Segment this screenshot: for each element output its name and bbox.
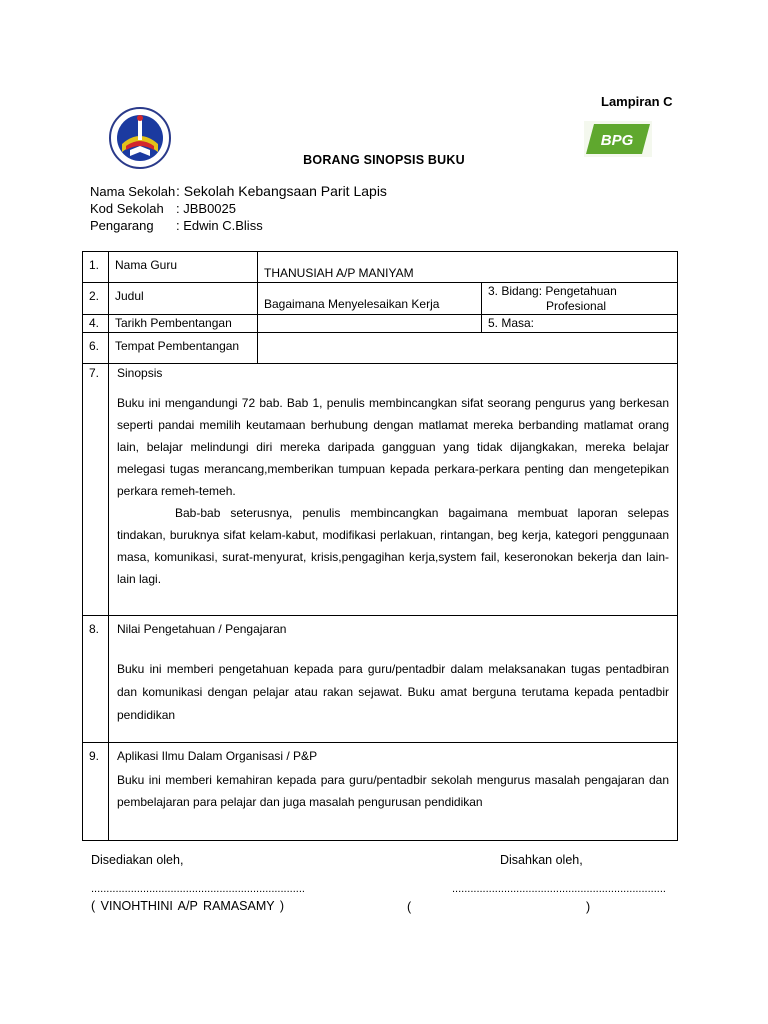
- bpg-logo: [584, 121, 652, 157]
- aplikasi-label: Aplikasi Ilmu Dalam Organisasi / P&P: [117, 749, 318, 763]
- nama-guru-label: Nama Guru: [109, 252, 258, 283]
- tempat-value: [258, 333, 678, 364]
- nilai-cell: [109, 616, 678, 743]
- nama-sekolah-value: : Sekolah Kebangsaan Parit Lapis: [176, 183, 387, 199]
- pengarang-label: Pengarang: [90, 218, 154, 233]
- row-number: 6.: [83, 333, 109, 364]
- info-nama-sekolah: [90, 183, 387, 199]
- table-row: [83, 616, 678, 743]
- tempat-label: Tempat Pembentangan: [109, 333, 258, 364]
- sinopsis-label: Sinopsis: [117, 366, 163, 380]
- lampiran-label: Lampiran C: [601, 94, 673, 109]
- row-number: 4.: [83, 315, 109, 333]
- table-row: [83, 315, 678, 333]
- aplikasi-cell: [109, 743, 678, 841]
- aplikasi-paragraph: Buku ini memberi kemahiran kepada para guru/pentadbir sekolah mengurus masalah pengajaran dan pembelajaran para pelajar dan juga masalah pengurusan pendidikan: [117, 773, 669, 809]
- table-row: [83, 333, 678, 364]
- table-row: [83, 283, 678, 315]
- row-number: 8.: [83, 616, 109, 743]
- masa-label: 5. Masa:: [482, 315, 678, 333]
- sinopsis-cell: [109, 364, 678, 616]
- kod-sekolah-value: : JBB0025: [176, 201, 236, 216]
- nama-guru-value: THANUSIAH A/P MANIYAM: [258, 252, 678, 283]
- table-row: [83, 252, 678, 283]
- paren-open: (: [407, 900, 412, 914]
- row-number: 2.: [83, 283, 109, 315]
- nama-sekolah-label: Nama Sekolah: [90, 184, 176, 199]
- kod-sekolah-label: Kod Sekolah: [90, 201, 164, 216]
- disahkan-label: Disahkan oleh,: [500, 853, 583, 867]
- sinopsis-table: [82, 251, 678, 841]
- disediakan-label: Disediakan oleh,: [91, 853, 184, 867]
- signature-line-left: ......................................................................: [91, 883, 305, 895]
- bpg-logo-text: BPG: [600, 132, 634, 149]
- info-kod-sekolah: [90, 201, 236, 216]
- judul-label: Judul: [109, 283, 258, 315]
- signature-line-right: ......................................................................: [452, 883, 666, 895]
- info-pengarang: [90, 218, 263, 233]
- table-row: [83, 743, 678, 841]
- row-number: 7.: [83, 364, 109, 616]
- bidang-value: Profesional: [546, 299, 607, 313]
- sinopsis-paragraph-1: Buku ini mengandungi 72 bab. Bab 1, penulis membincangkan sifat seorang pengurus yang berkesan seperti pandai memilih keutamaan berhubung dengan matlamat mereka berbanding matlamat orang lain, belajar melindungi diri mereka daripada gangguan yang tidak dijangkakan, mereka belajar melegasi tugas merancang,memberikan tumpuan kepada perkara-perkara penting dan mengetepikan perkara remeh-temeh.: [117, 396, 669, 498]
- judul-value: Bagaimana Menyelesaikan Kerja: [258, 283, 482, 315]
- sinopsis-paragraph-2: Bab-bab seterusnya, penulis membincangkan bagaimana membuat laporan selepas tindakan, buruknya sifat kelam-kabut, modifikasi perlakuan, rintangan, beg kerja, kategori penggunaan masa, komunikasi, surat-menyurat, krisis,pengagihan kerja,system fail, keseronokan bekerja dan lain-lain lagi.: [117, 506, 669, 586]
- nilai-paragraph: Buku ini memberi pengetahuan kepada para guru/pentadbir dalam melaksanakan tugas pentadbiran dan komunikasi dengan pelajar atau rakan sejawat. Buku amat berguna terutama kepada pentadbir pendidikan: [117, 662, 669, 722]
- pengarang-value: : Edwin C.Bliss: [176, 218, 263, 233]
- tarikh-label: Tarikh Pembentangan: [109, 315, 258, 333]
- row-number: 1.: [83, 252, 109, 283]
- name-left: ( VINOHTHINI A/P RAMASAMY ): [91, 899, 284, 913]
- page-title: BORANG SINOPSIS BUKU: [303, 153, 465, 167]
- bidang-label: 3. Bidang: Pengetahuan: [488, 284, 617, 298]
- tarikh-value: [258, 315, 482, 333]
- paren-close: ): [586, 900, 591, 914]
- nilai-label: Nilai Pengetahuan / Pengajaran: [117, 622, 287, 636]
- bidang-cell: [482, 283, 678, 315]
- table-row: [83, 364, 678, 616]
- row-number: 9.: [83, 743, 109, 841]
